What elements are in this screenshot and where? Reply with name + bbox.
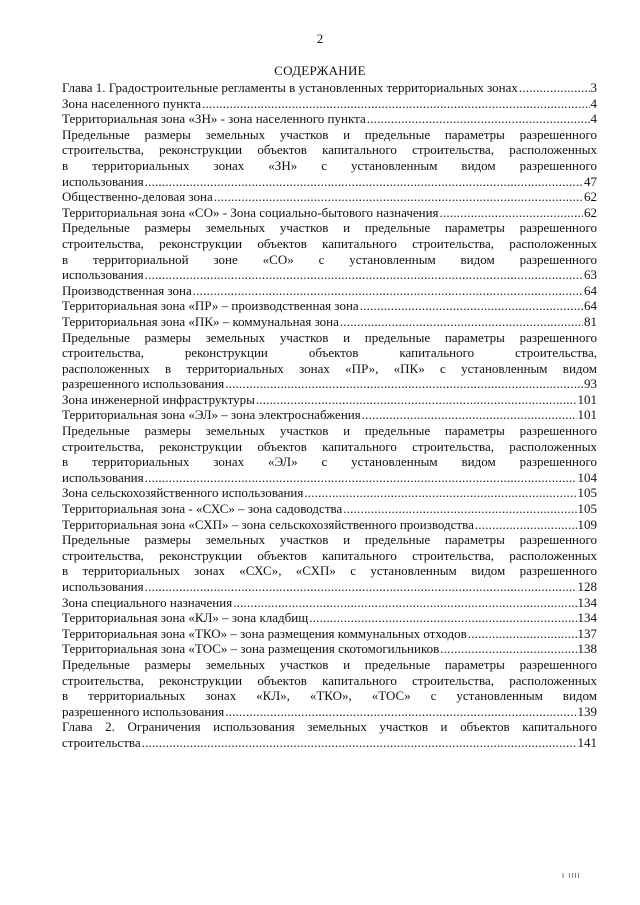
toc-entry-page-number: 139 — [577, 703, 597, 719]
dot-leader — [145, 579, 577, 595]
toc-entry-page-number: 63 — [584, 267, 597, 283]
table-of-contents — [62, 80, 597, 751]
dot-leader — [193, 283, 583, 299]
toc-entry-text-line: Предельные размеры земельных участков и предельные параметры разрешенного — [62, 423, 597, 439]
toc-entry-line — [62, 283, 597, 299]
toc-entry-page-number: 64 — [584, 298, 597, 314]
toc-entry-page-number: 81 — [584, 313, 597, 329]
toc-entry[interactable] — [62, 189, 597, 205]
toc-entry-text-line: в территориальных зонах «ЗН» с установленным видом разрешенного — [62, 157, 597, 173]
toc-entry[interactable] — [62, 657, 597, 719]
toc-entry-title: разрешенного использования — [62, 703, 225, 719]
dot-leader — [145, 470, 577, 486]
toc-entry-page-number: 93 — [584, 376, 597, 392]
toc-entry-title: Зона инженерной инфраструктуры — [62, 391, 255, 407]
toc-entry-line — [62, 501, 597, 517]
toc-entry-page-number: 64 — [584, 282, 597, 298]
toc-entry-title: использования — [62, 579, 144, 594]
dot-leader — [256, 392, 577, 408]
toc-entry[interactable] — [62, 283, 597, 299]
toc-entry[interactable] — [62, 423, 597, 485]
toc-entry-title: Территориальная зона «ТОС» – зона размещения скотомогильников — [62, 641, 440, 657]
toc-entry[interactable] — [62, 298, 597, 314]
dot-leader — [367, 111, 590, 127]
footer-mark: I IIII — [562, 872, 581, 880]
toc-entry-title: строительства — [62, 734, 141, 750]
toc-entry[interactable] — [62, 392, 597, 408]
toc-entry-line — [62, 735, 597, 751]
dot-leader — [304, 485, 576, 501]
toc-entry-title: Территориальная зона «КЛ» – зона кладбищ — [62, 610, 309, 626]
toc-entry-line — [62, 111, 597, 127]
toc-entry-page-number: 3 — [590, 80, 597, 95]
toc-entry-title: Территориальная зона - «СХС» – зона садоводства — [62, 501, 343, 517]
dot-leader — [468, 626, 577, 642]
toc-entry[interactable] — [62, 641, 597, 657]
toc-title: СОДЕРЖАНИЕ — [274, 63, 366, 78]
dot-leader — [475, 517, 577, 533]
toc-entry-title: Зона специального назначения — [62, 594, 233, 610]
dot-leader — [233, 595, 576, 611]
toc-entry-title: Территориальная зона «ПР» – производственная зона — [62, 298, 359, 314]
toc-entry-page-number: 134 — [577, 610, 597, 626]
toc-entry-text-line: строительства, реконструкции объектов капитального строительства, — [62, 345, 597, 361]
toc-entry[interactable] — [62, 626, 597, 642]
toc-entry[interactable] — [62, 96, 597, 112]
toc-entry-page-number: 137 — [577, 625, 597, 641]
dot-leader — [440, 641, 576, 657]
toc-entry-page-number: 109 — [577, 516, 597, 532]
dot-leader — [309, 610, 576, 626]
toc-entry[interactable] — [62, 517, 597, 533]
toc-entry-text-line: в территориальных зонах «СХС», «СХП» с установленным видом разрешенного — [62, 563, 597, 579]
toc-entry-line — [62, 407, 597, 423]
dot-leader — [340, 314, 583, 330]
toc-entry-page-number: 4 — [590, 95, 597, 111]
toc-entry-text-line: Предельные размеры земельных участков и предельные параметры разрешенного — [62, 126, 597, 142]
toc-entry-line — [62, 626, 597, 642]
toc-entry-page-number: 62 — [584, 189, 597, 205]
toc-entry[interactable] — [62, 220, 597, 282]
toc-entry[interactable] — [62, 485, 597, 501]
toc-entry[interactable] — [62, 127, 597, 189]
toc-entry-page-number: 101 — [577, 391, 597, 407]
toc-entry-line — [62, 595, 597, 611]
toc-entry-text-line: строительства, реконструкции объектов капитального строительства, расположенных — [62, 142, 597, 158]
toc-entry-title: Производственная зона — [62, 282, 192, 298]
toc-entry-text-line: строительства, реконструкции объектов капитального строительства, расположенных — [62, 547, 597, 563]
toc-entry-page-number: 141 — [577, 734, 597, 750]
toc-entry-page-number: 105 — [577, 485, 597, 501]
toc-entry-text-line: Предельные размеры земельных участков и предельные параметры разрешенного — [62, 220, 597, 236]
dot-leader — [225, 704, 576, 720]
toc-entry[interactable] — [62, 80, 597, 96]
toc-entry[interactable] — [62, 205, 597, 221]
toc-entry-page-number: 128 — [577, 579, 597, 594]
toc-entry-title: разрешенного использования — [62, 376, 225, 392]
toc-entry-title: Территориальная зона «СО» - Зона социально-бытового назначения — [62, 204, 439, 220]
toc-entry-line — [62, 517, 597, 533]
toc-entry[interactable] — [62, 111, 597, 127]
toc-entry[interactable] — [62, 501, 597, 517]
toc-entry-line — [62, 174, 597, 190]
toc-entry-line — [62, 485, 597, 501]
toc-entry-line — [62, 610, 597, 626]
toc-entry-line — [62, 376, 597, 392]
toc-entry-text-line: строительства, реконструкции объектов капитального строительства, расположенных — [62, 672, 597, 688]
page-number: 2 — [316, 31, 324, 46]
toc-entry-line — [62, 298, 597, 314]
toc-entry-line — [62, 267, 597, 283]
toc-entry-title: использования — [62, 469, 144, 485]
toc-entry[interactable] — [62, 330, 597, 392]
toc-entry-line — [62, 470, 597, 486]
toc-entry-text-line: Предельные размеры земельных участков и предельные параметры разрешенного — [62, 656, 597, 672]
toc-entry-title: использования — [62, 267, 144, 283]
toc-entry[interactable] — [62, 719, 597, 750]
toc-entry-title: использования — [62, 173, 144, 189]
toc-entry-page-number: 138 — [577, 641, 597, 657]
toc-entry-title: Глава 1. Градостроительные регламенты в установленных территориальных зонах — [62, 80, 518, 95]
toc-entry-line — [62, 189, 597, 205]
toc-entry-page-number: 101 — [577, 407, 597, 423]
toc-entry-text-line: в территориальных зонах «ЭЛ» с установленным видом разрешенного — [62, 454, 597, 470]
toc-entry-text-line: строительства, реконструкции объектов капитального строительства, расположенных — [62, 235, 597, 251]
dot-leader — [343, 501, 576, 517]
dot-leader — [362, 407, 577, 423]
toc-entry-text-line: Предельные размеры земельных участков и предельные параметры разрешенного — [62, 329, 597, 345]
toc-entry-title: Территориальная зона «ЭЛ» – зона электроснабжения — [62, 407, 361, 423]
dot-leader — [440, 205, 583, 221]
toc-entry-title: Общественно-деловая зона — [62, 189, 213, 205]
toc-entry-text-line: Глава 2. Ограничения использования земельных участков и объектов капитального — [62, 719, 597, 735]
toc-entry-page-number: 105 — [577, 501, 597, 517]
toc-entry-page-number: 134 — [577, 594, 597, 610]
toc-entry[interactable] — [62, 314, 597, 330]
toc-entry-title: Зона населенного пункта — [62, 95, 202, 111]
toc-entry-line — [62, 80, 597, 96]
dot-leader — [142, 735, 577, 751]
dot-leader — [145, 174, 583, 190]
toc-entry-page-number: 47 — [584, 173, 597, 189]
dot-leader — [519, 80, 590, 96]
dot-leader — [214, 189, 583, 205]
toc-entry-text-line: в территориальных зонах «КЛ», «ТКО», «ТОС» с установленным видом — [62, 688, 597, 704]
dot-leader — [225, 376, 583, 392]
toc-entry-page-number: 104 — [577, 469, 597, 485]
toc-entry-line — [62, 392, 597, 408]
toc-entry[interactable] — [62, 595, 597, 611]
dot-leader — [360, 298, 583, 314]
toc-entry-title: Территориальная зона «СХП» – зона сельскохозяйственного производства — [62, 516, 474, 532]
toc-entry-line — [62, 96, 597, 112]
toc-entry-title: Зона сельскохозяйственного использования — [62, 485, 304, 501]
toc-entry-line — [62, 205, 597, 221]
toc-entry-text-line: в территориальной зоне «СО» с установленным видом разрешенного — [62, 251, 597, 267]
toc-entry-text-line: расположенных в территориальных зонах «ПР», «ПК» с установленным видом — [62, 360, 597, 376]
toc-entry-line — [62, 579, 597, 595]
toc-entry-title: Территориальная зона «ЗН» - зона населенного пункта — [62, 111, 366, 127]
toc-entry-title: Территориальная зона «ПК» – коммунальная зона — [62, 313, 339, 329]
dot-leader — [145, 267, 583, 283]
toc-entry[interactable] — [62, 532, 597, 594]
toc-entry-page-number: 4 — [590, 111, 597, 127]
toc-entry-line — [62, 641, 597, 657]
toc-entry-title: Территориальная зона «ТКО» – зона размещения коммунальных отходов — [62, 625, 467, 641]
toc-entry-line — [62, 314, 597, 330]
toc-entry-page-number: 62 — [584, 204, 597, 220]
toc-entry-text-line: строительства, реконструкции объектов капитального строительства, расположенных — [62, 438, 597, 454]
toc-entry-line — [62, 704, 597, 720]
dot-leader — [202, 96, 589, 112]
toc-entry-text-line: Предельные размеры земельных участков и предельные параметры разрешенного — [62, 532, 597, 548]
toc-entry[interactable] — [62, 407, 597, 423]
toc-entry[interactable] — [62, 610, 597, 626]
